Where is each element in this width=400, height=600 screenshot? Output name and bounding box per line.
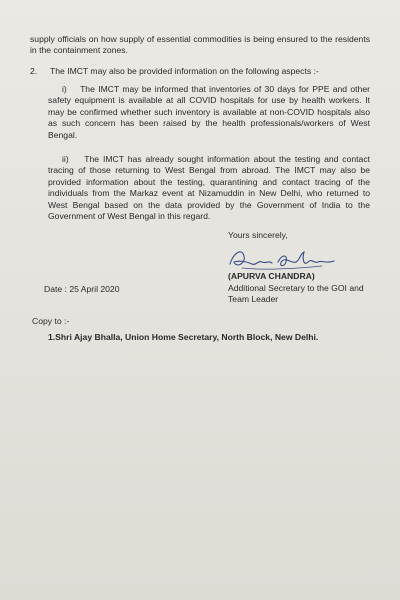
signatory-designation: Additional Secretary to the GOI and Team Leader [228, 283, 364, 304]
aspect-item-1-text: The IMCT may be informed that inventories of 30 days for PPE and other safety equipment is available at all COVID hospitals for use by health workers. It may be confirmed whether such inventory is available at non-COVID hospitals also as such concern has been raised by the health professionals/workers of West Bengal. [48, 84, 370, 140]
copy-to-item-number: 1. [48, 332, 56, 342]
section-intro-text: The IMCT may also be provided information on the following aspects :- [50, 66, 319, 76]
copy-to-label: Copy to :- [32, 316, 70, 326]
copy-to-item-text: Shri Ajay Bhalla, Union Home Secretary, North Block, New Delhi. [55, 332, 319, 342]
letter-date: Date : 25 April 2020 [44, 284, 120, 294]
closing-salutation: Yours sincerely, [228, 230, 288, 240]
handwritten-signature [222, 244, 340, 274]
section-intro [30, 66, 370, 77]
signatory-name: (APURVA CHANDRA) [228, 271, 315, 281]
aspect-item-1-marker: i) [62, 84, 67, 94]
aspect-item-2-text: The IMCT has already sought information about the testing and contact tracing of those returning to West Bengal from abroad. The IMCT may also be provided information about the testing, quarantining and contact tracing of the individuals from the Markaz event at Nizamuddin in New Delhi, who returned to West Bengal based on the data provided by the Government of India to the Government of West Bengal in this regard. [48, 154, 371, 222]
section-number: 2. [30, 66, 38, 76]
aspect-item-1 [48, 84, 370, 141]
aspect-item-2 [48, 154, 370, 222]
aspect-item-2-marker: ii) [62, 154, 69, 164]
copy-to-item [48, 332, 318, 343]
top-paragraph: supply officials on how supply of essential commodities is being ensured to the residents in the containment zones. [30, 34, 370, 56]
